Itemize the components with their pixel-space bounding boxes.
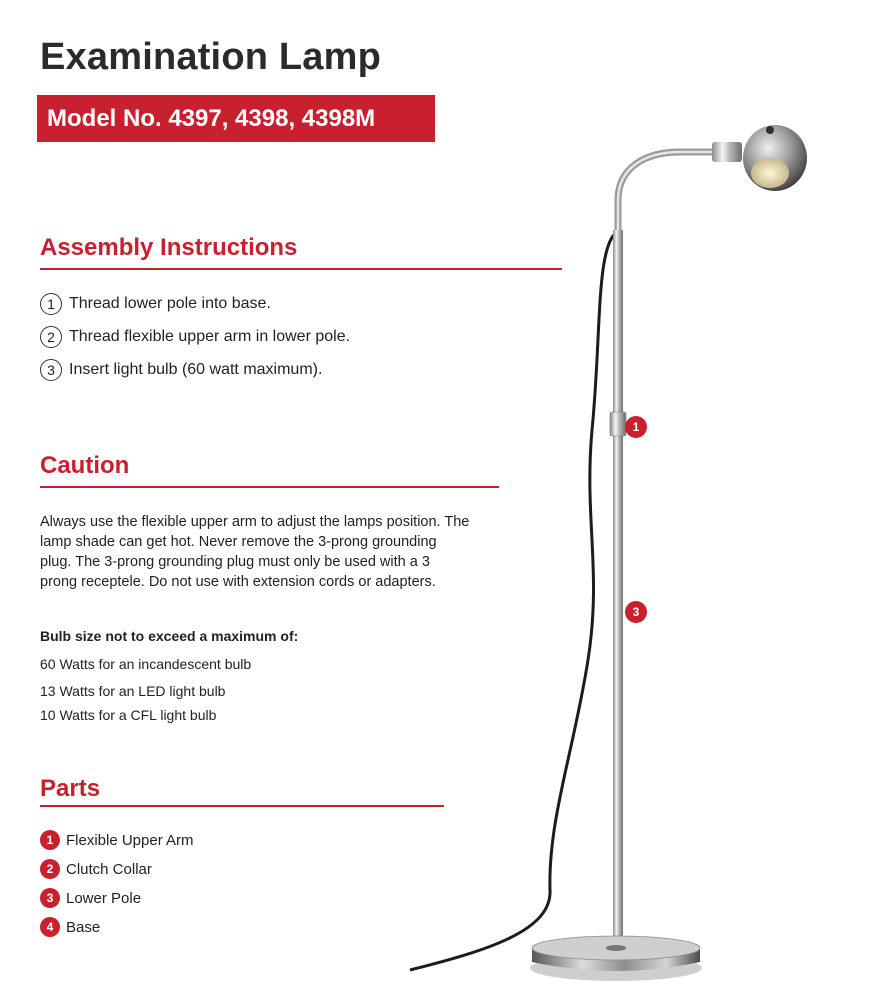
step-number: 1: [40, 293, 62, 315]
clutch-collar: [610, 412, 626, 436]
step-text: Insert light bulb (60 watt maximum).: [69, 361, 323, 378]
bulb-limit-item: 60 Watts for an incandescent bulb: [40, 656, 252, 672]
part-number-badge: 4: [40, 917, 60, 937]
lamp-bulb-glow: [751, 158, 789, 188]
parts-heading: Parts: [40, 775, 101, 802]
part-item: [40, 888, 141, 908]
part-label: Clutch Collar: [66, 860, 152, 878]
lamp-callout-badge: 3: [625, 601, 647, 623]
bulb-limit-item: 13 Watts for an LED light bulb: [40, 683, 226, 699]
assembly-step: [40, 293, 271, 315]
lamp-callout-badge: 1: [625, 416, 647, 438]
lamp-illustration: [380, 100, 840, 990]
part-number-badge: 2: [40, 859, 60, 879]
part-number-badge: 3: [40, 888, 60, 908]
part-number-badge: 1: [40, 830, 60, 850]
caution-body: Always use the flexible upper arm to adjust the lamps position. The lamp shade can get hot. Never remove the 3-prong grounding plug. The 3-prong grounding plug must only be used with a 3 prong receptele. Do not use with extension cords or adapters.: [40, 514, 470, 590]
lower-pole: [613, 230, 623, 955]
assembly-step: [40, 359, 322, 381]
step-text: Thread flexible upper arm in lower pole.: [69, 328, 351, 345]
part-label: Base: [66, 918, 101, 936]
assembly-heading: Assembly Instructions: [40, 234, 298, 261]
part-item: [40, 917, 100, 937]
page-title: Examination Lamp: [40, 36, 382, 78]
flexible-upper-arm: [618, 152, 718, 232]
power-cord: [410, 230, 620, 970]
bulb-limit-item: 10 Watts for a CFL light bulb: [40, 707, 217, 723]
model-number-banner: Model No. 4397, 4398, 4398M: [37, 95, 435, 142]
step-number: 3: [40, 359, 62, 381]
step-text: Thread lower pole into base.: [69, 295, 271, 312]
bulb-limit-heading: Bulb size not to exceed a maximum of:: [40, 628, 299, 644]
assembly-step: [40, 326, 350, 348]
part-label: Lower Pole: [66, 889, 142, 907]
step-number: 2: [40, 326, 62, 348]
part-item: [40, 830, 194, 850]
part-label: Flexible Upper Arm: [66, 831, 194, 849]
caution-heading: Caution: [40, 452, 130, 479]
part-item: [40, 859, 152, 879]
lamp-neck-connector: [712, 142, 742, 162]
